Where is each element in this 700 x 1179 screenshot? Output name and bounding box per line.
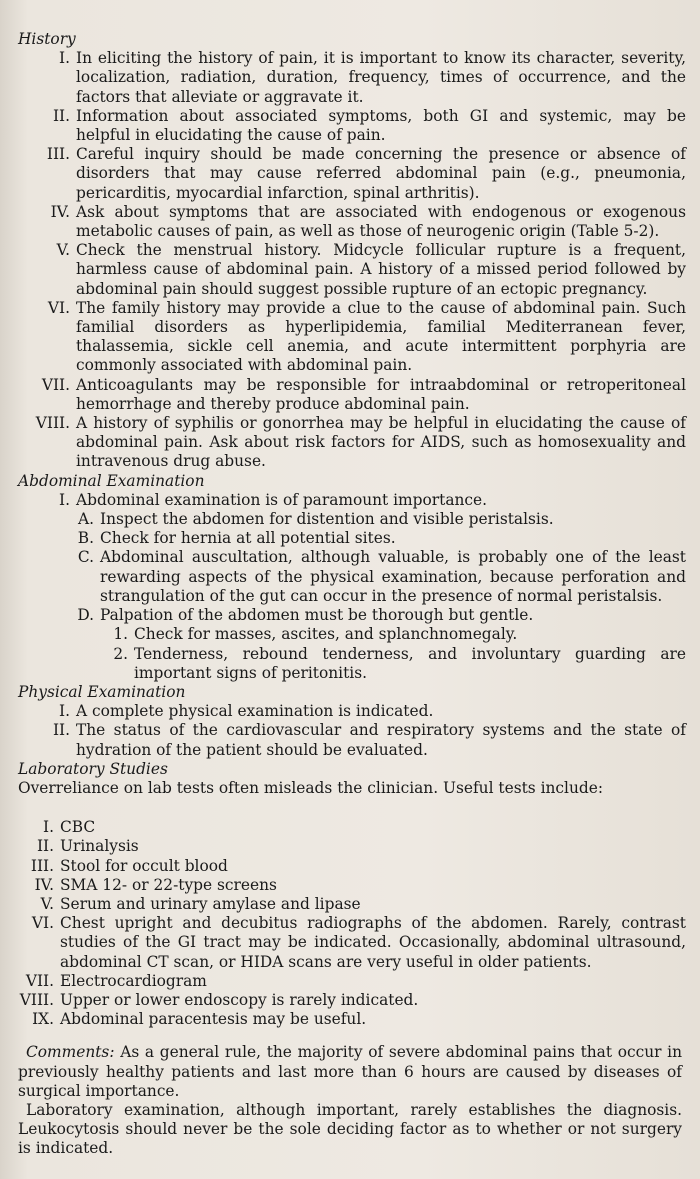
physical-exam-item-number: I.	[59, 702, 70, 721]
lab-list	[18, 818, 686, 1029]
abdominal-subitem-text: Check for hernia at all potential sites.	[100, 529, 396, 548]
physical-exam-item-text: The status of the cardiovascular and respiratory systems and the state of hydration of the patient should be evaluated.	[76, 721, 686, 759]
lab-test-item	[18, 876, 686, 895]
lab-studies-heading: Laboratory Studies	[18, 759, 168, 778]
abdominal-subitem	[18, 529, 686, 548]
history-item-number: III.	[46, 145, 70, 164]
abdominal-exam-item: I. Abdominal examination is of paramount importance.	[59, 490, 488, 509]
abdominal-subitem	[18, 606, 686, 625]
abdominal-subitem-letter: D.	[77, 606, 94, 625]
history-item-text: In eliciting the history of pain, it is important to know its character, severity, localization, radiation, duration, frequency, times of occurrence, and the factors that alleviate or aggravate it.	[76, 49, 686, 106]
palpation-step-text: Check for masses, ascites, and splanchnomegaly.	[134, 625, 518, 644]
history-item-text: Information about associated symptoms, both GI and systemic, may be helpful in elucidating the cause of pain.	[76, 106, 686, 145]
lab-test-item-text: Serum and urinary amylase and lipase	[60, 894, 361, 913]
lab-test-item-text: Upper or lower endoscopy is rarely indicated.	[60, 990, 419, 1009]
palpation-step-number: 2.	[113, 644, 128, 663]
abdominal-subitem-letter: C.	[77, 548, 94, 567]
lab-test-item	[18, 837, 686, 856]
abdominal-subitem-text: Abdominal auscultation, although valuable, is probably one of the least rewarding aspects of the physical examination, because perforation and strangulation of the gut can occur in the presence of normal peristalsis.	[100, 548, 686, 605]
palpation-step-number: 1.	[113, 625, 128, 644]
abdominal-subitem-letter: B.	[77, 529, 94, 548]
lab-test-item-number: V.	[40, 894, 54, 913]
lab-test-item	[18, 895, 686, 914]
lab-test-item-text: Urinalysis	[60, 837, 139, 856]
lab-test-item	[18, 857, 686, 876]
lab-test-item-text: Stool for occult blood	[60, 856, 228, 875]
lab-test-item-number: IX.	[32, 1010, 54, 1029]
lab-test-item	[18, 1010, 686, 1029]
history-item	[18, 414, 686, 472]
history-item	[18, 299, 686, 376]
abdominal-subitem	[18, 548, 686, 606]
history-item-number: II.	[52, 106, 70, 125]
history-item-text: Anticoagulants may be responsible for intraabdominal or retroperitoneal hemorrhage and thereby produce abdominal pain.	[76, 375, 686, 413]
physical-exam-item-number: II.	[52, 721, 70, 740]
history-item-number: V.	[56, 241, 70, 260]
abdominal-subitem-text: Palpation of the abdomen must be thorough but gentle.	[100, 606, 534, 625]
physical-exam-item	[18, 702, 686, 721]
palpation-step-text: Tenderness, rebound tenderness, and involuntary guarding are important signs of peritonitis.	[134, 644, 686, 682]
lab-test-item-number: VIII.	[19, 990, 54, 1009]
lab-test-item-number: VII.	[25, 971, 54, 990]
lab-test-item-text: CBC	[60, 818, 96, 837]
history-list	[18, 49, 686, 471]
lab-conclusion-paragraph: Laboratory examination, although important, rarely establishes the diagnosis. Leukocytosis should never be the sole deciding factor as to whether or not surgery is indicated.	[18, 1100, 682, 1158]
lab-test-item-text: Electrocardiogram	[60, 971, 207, 990]
history-heading: History	[18, 30, 76, 48]
history-item	[18, 203, 686, 241]
history-item-number: VI.	[47, 298, 70, 317]
comments-label: Comments:	[26, 1043, 115, 1062]
abdominal-subitem-text: Inspect the abdomen for distention and visible peristalsis.	[100, 510, 554, 529]
history-item	[18, 376, 686, 414]
history-item-text: The family history may provide a clue to the cause of abdominal pain. Such familial disorders as hyperlipidemia, familial Mediterranean fever, thalassemia, sickle cell anemia, and acute intermittent porphyria are commonly associated with abdominal pain.	[76, 298, 686, 375]
physical-exam-item	[18, 721, 686, 759]
history-item-text: Ask about symptoms that are associated with endogenous or exogenous metabolic causes of pain, as well as those of neurogenic origin (Table 5-2).	[76, 202, 686, 241]
physical-exam-heading: Physical Examination	[18, 682, 186, 701]
lab-test-item-text: SMA 12- or 22-type screens	[60, 875, 277, 894]
physical-exam-list	[18, 702, 686, 760]
palpation-step	[18, 645, 686, 683]
abdominal-subitem-letter: A.	[77, 510, 94, 529]
abdominal-exam-heading: Abdominal Examination	[18, 471, 205, 490]
physical-exam-item-text: A complete physical examination is indicated.	[76, 702, 434, 721]
lab-test-item	[18, 818, 686, 837]
abdominal-exam-sublist	[18, 510, 686, 683]
history-item	[18, 145, 686, 203]
lab-test-item-text: Abdominal paracentesis may be useful.	[60, 1010, 367, 1029]
palpation-step	[18, 625, 686, 644]
lab-intro: Overreliance on lab tests often misleads the clinician. Useful tests include:	[18, 778, 604, 797]
history-item-number: VII.	[41, 375, 70, 394]
history-item-text: A history of syphilis or gonorrhea may be helpful in elucidating the cause of abdominal pain. Ask about risk factors for AIDS, such as homosexuality and intravenous drug abuse.	[76, 414, 686, 471]
history-item-number: IV.	[50, 202, 70, 221]
lab-test-item-number: III.	[30, 856, 54, 875]
lab-test-item	[18, 972, 686, 991]
lab-test-item-text: Chest upright and decubitus radiographs of the abdomen. Rarely, contrast studies of the GI tract may be indicated. Occasionally, abdominal ultrasound, abdominal CT scan, or HIDA scans are very useful in older patients.	[60, 914, 686, 971]
comments-paragraph	[18, 1043, 686, 1101]
history-item-number: VIII.	[35, 414, 70, 433]
history-item	[18, 241, 686, 299]
comments-text: As a general rule, the majority of severe abdominal pains that occur in previously healthy patients and last more than 6 hours are caused by diseases of surgical importance.	[18, 1043, 682, 1100]
lab-test-item	[18, 991, 686, 1010]
history-item-text: Check the menstrual history. Midcycle follicular rupture is a frequent, harmless cause of abdominal pain. A history of a missed period followed by abdominal pain should suggest possible rupture of an ectopic pregnancy.	[76, 241, 686, 298]
lab-test-item	[18, 914, 686, 972]
lab-test-item-number: II.	[36, 837, 54, 856]
lab-test-item-number: I.	[43, 818, 54, 837]
lab-test-item-number: VI.	[31, 914, 54, 933]
history-item-number: I.	[59, 49, 70, 68]
history-item	[18, 49, 686, 107]
abdominal-subitem	[18, 510, 686, 529]
history-item-text: Careful inquiry should be made concerning the presence or absence of disorders that may cause referred abdominal pain (e.g., pneumonia, pericarditis, myocardial infarction, spinal arthritis).	[76, 145, 686, 202]
history-item	[18, 107, 686, 145]
lab-test-item-number: IV.	[34, 875, 54, 894]
